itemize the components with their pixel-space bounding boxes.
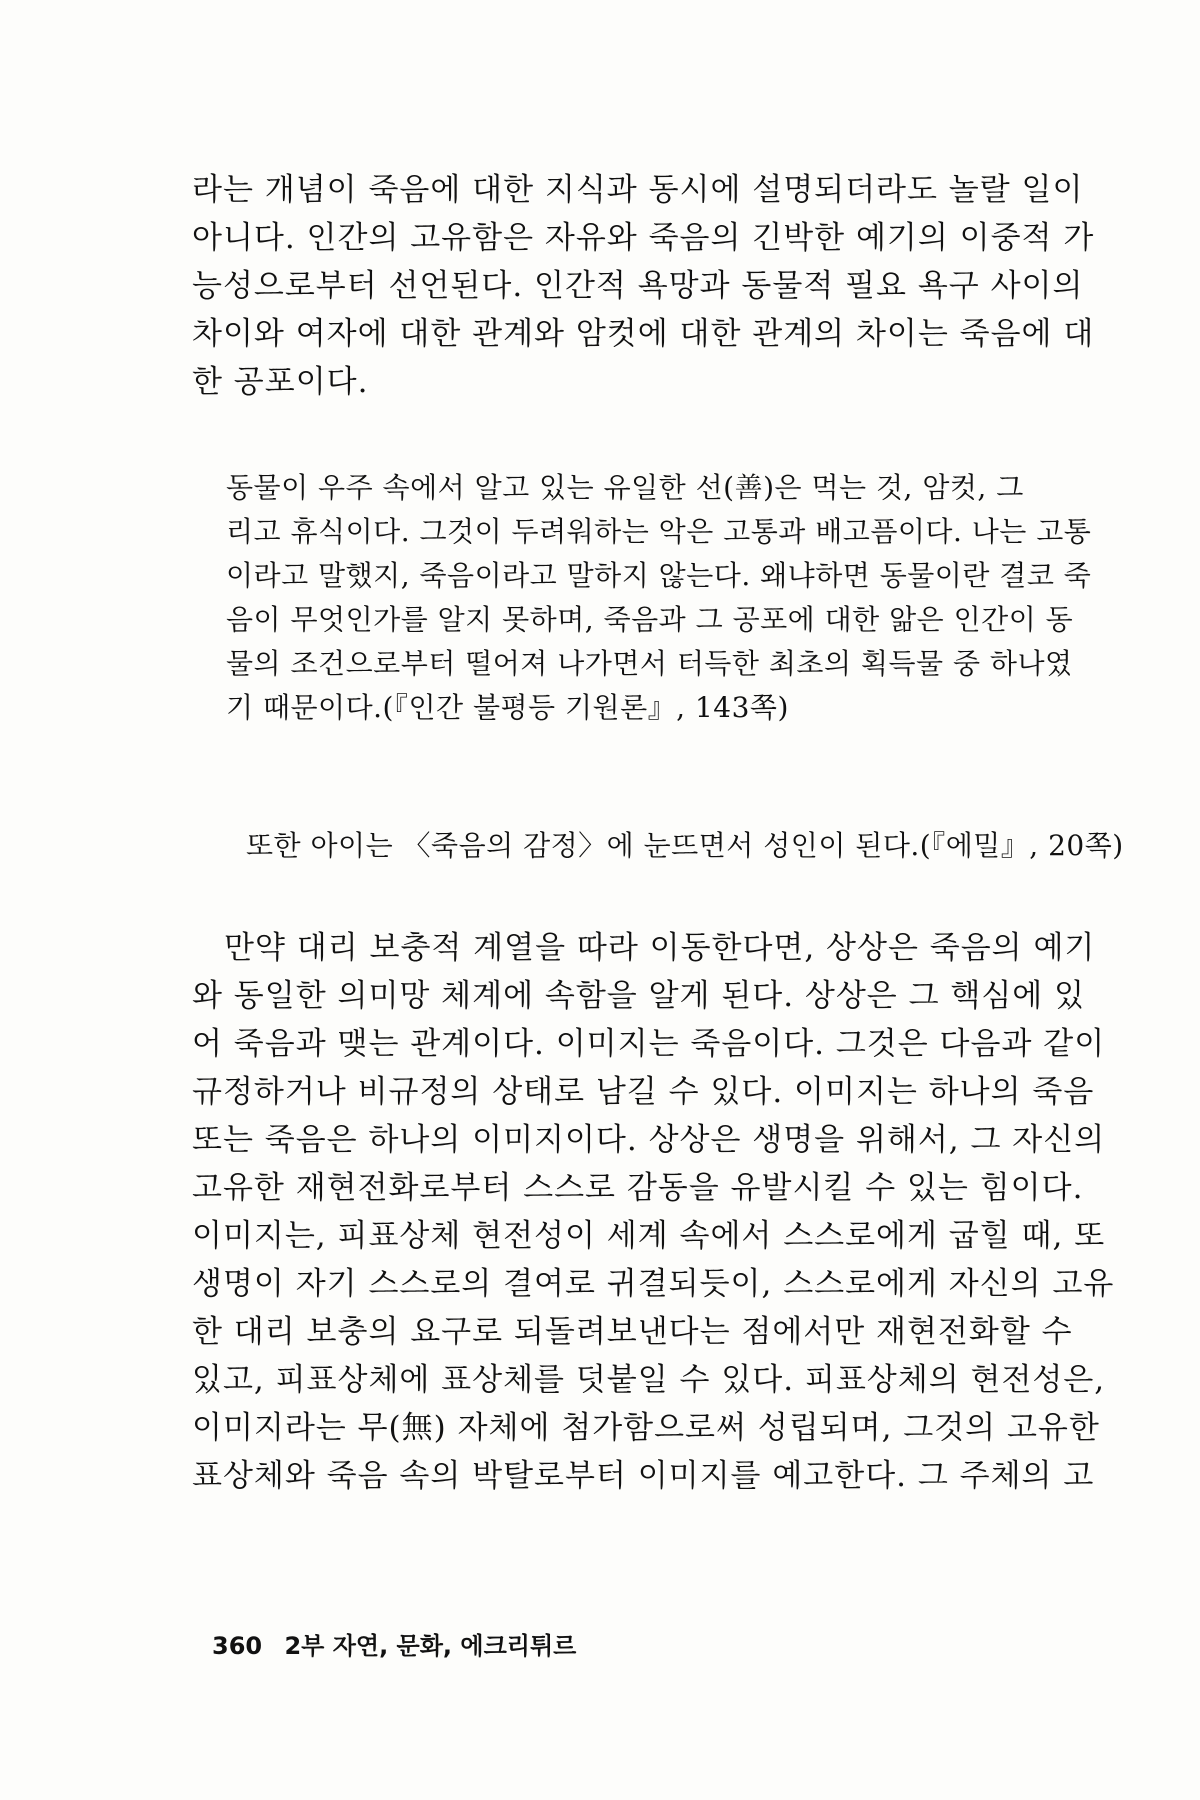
quote-line: 동물이 우주 속에서 알고 있는 유일한 선(善)은 먹는 것, 암컷, 그 bbox=[226, 471, 1024, 504]
quote-line: 기 때문이다.(『인간 불평등 기원론』, 143쪽) bbox=[226, 691, 789, 724]
text-line: 이미지라는 무(無) 자체에 첨가함으로써 성립되며, 그것의 고유한 bbox=[192, 1410, 1100, 1446]
running-footer-section: 2부 자연, 문화, 에크리튀르 bbox=[284, 1632, 577, 1660]
text-line: 한 공포이다. bbox=[192, 364, 369, 400]
text-line: 와 동일한 의미망 체계에 속함을 알게 된다. 상상은 그 핵심에 있 bbox=[192, 978, 1086, 1014]
text-line: 능성으로부터 선언된다. 인간적 욕망과 동물적 필요 욕구 사이의 bbox=[192, 268, 1084, 304]
text-line: 표상체와 죽음 속의 박탈로부터 이미지를 예고한다. 그 주체의 고 bbox=[192, 1458, 1095, 1494]
text-line: 만약 대리 보충적 계열을 따라 이동한다면, 상상은 죽음의 예기 bbox=[224, 930, 1096, 966]
quote-line: 또한 아이는 〈죽음의 감정〉에 눈뜨면서 성인이 된다.(『에밀』, 20쪽) bbox=[246, 829, 1124, 862]
text-line: 규정하거나 비규정의 상태로 남길 수 있다. 이미지는 하나의 죽음 bbox=[192, 1074, 1095, 1110]
text-line: 한 대리 보충의 요구로 되돌려보낸다는 점에서만 재현전화할 수 bbox=[192, 1314, 1073, 1350]
paragraph-1 bbox=[192, 166, 1095, 406]
text-line: 차이와 여자에 대한 관계와 암컷에 대한 관계의 차이는 죽음에 대 bbox=[192, 316, 1095, 352]
page-number: 360 bbox=[212, 1632, 263, 1660]
page-footer bbox=[212, 1626, 576, 1661]
block-quote-2 bbox=[246, 824, 1124, 868]
text-line: 있고, 피표상체에 표상체를 덧붙일 수 있다. 피표상체의 현전성은, bbox=[192, 1362, 1106, 1398]
paragraph-2 bbox=[192, 924, 1115, 1500]
quote-line: 음이 무엇인가를 알지 못하며, 죽음과 그 공포에 대한 앎은 인간이 동 bbox=[226, 603, 1074, 636]
quote-line: 리고 휴식이다. 그것이 두려워하는 악은 고통과 배고픔이다. 나는 고통 bbox=[226, 515, 1092, 548]
quote-line: 이라고 말했지, 죽음이라고 말하지 않는다. 왜냐하면 동물이란 결코 죽 bbox=[226, 559, 1092, 592]
text-line: 또는 죽음은 하나의 이미지이다. 상상은 생명을 위해서, 그 자신의 bbox=[192, 1122, 1106, 1158]
text-line: 이미지는, 피표상체 현전성이 세계 속에서 스스로에게 굽힐 때, 또 bbox=[192, 1218, 1106, 1254]
text-line: 생명이 자기 스스로의 결여로 귀결되듯이, 스스로에게 자신의 고유 bbox=[192, 1266, 1115, 1302]
quote-line: 물의 조건으로부터 떨어져 나가면서 터득한 최초의 획득물 중 하나였 bbox=[226, 647, 1073, 680]
block-quote-1 bbox=[226, 466, 1092, 730]
text-line: 아니다. 인간의 고유함은 자유와 죽음의 긴박한 예기의 이중적 가 bbox=[192, 220, 1095, 256]
text-line: 라는 개념이 죽음에 대한 지식과 동시에 설명되더라도 놀랄 일이 bbox=[192, 172, 1084, 208]
text-line: 고유한 재현전화로부터 스스로 감동을 유발시킬 수 있는 힘이다. bbox=[192, 1170, 1084, 1206]
text-line: 어 죽음과 맺는 관계이다. 이미지는 죽음이다. 그것은 다음과 같이 bbox=[192, 1026, 1106, 1062]
